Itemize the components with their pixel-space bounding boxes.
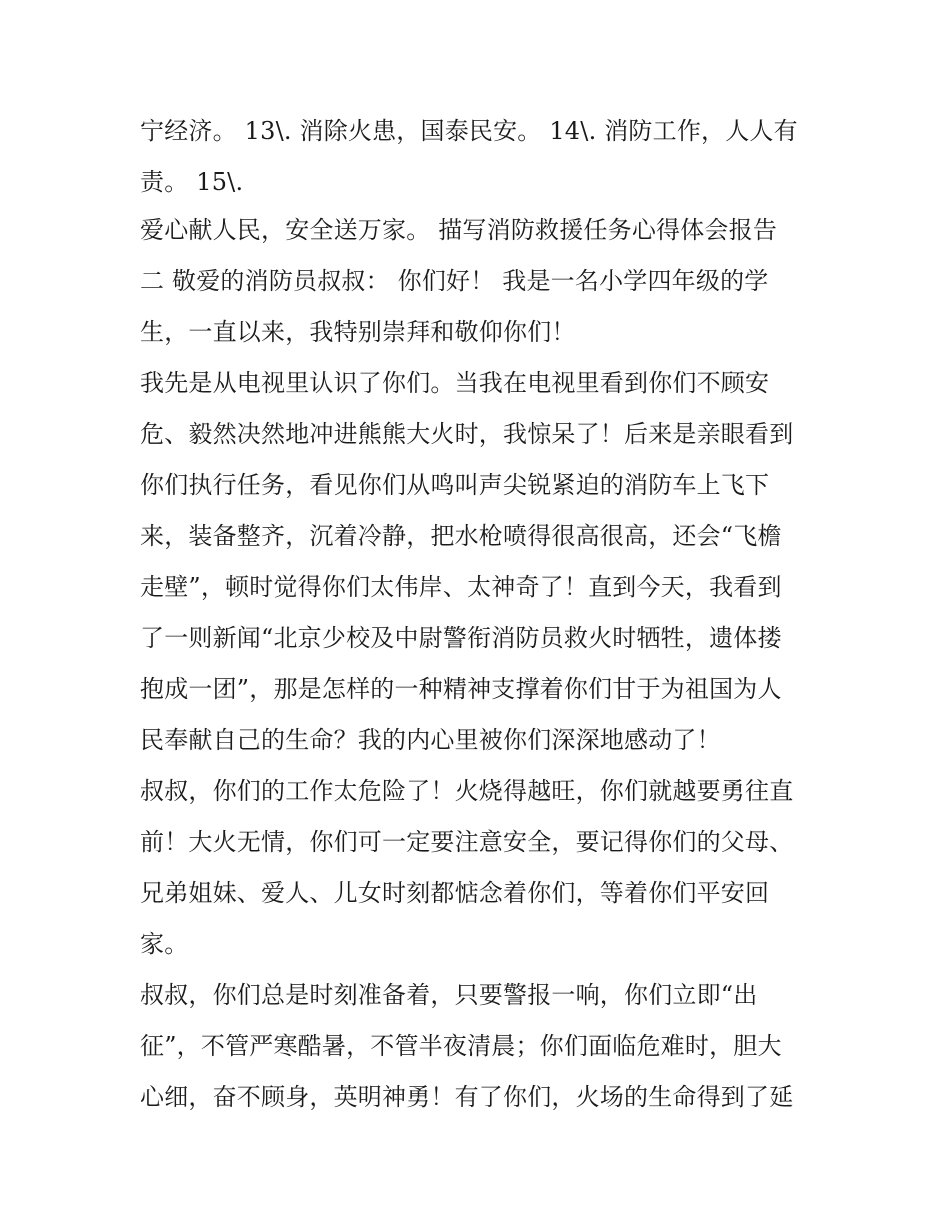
text-line: 你们执行任务，看见你们从鸣叫声尖锐紧迫的消防车上飞下 [140,471,770,499]
text-line: 我先是从电视里认识了你们。当我在电视里看到你们不顾安 [140,369,770,397]
text-line: 危、毅然决然地冲进熊熊大火时，我惊呆了！后来是亲眼看到 [140,420,794,448]
text-line: 爱心献人民，安全送万家。 描写消防救援任务心得体会报告 [140,216,778,244]
text-line: 征”，不管严寒酷暑，不管半夜清晨；你们面临危难时，胆大 [140,1032,782,1060]
text-line: 二 敬爱的消防员叔叔： 你们好！ 我是一名小学四年级的学 [140,267,769,295]
text-line: 叔叔，你们总是时刻准备着，只要警报一响，你们立即“出 [140,981,758,1009]
text-line: 了一则新闻“北京少校及中尉警衔消防员救火时牺牲，遗体搂 [140,624,782,652]
text-line: 叔叔，你们的工作太危险了！火烧得越旺，你们就越要勇往直 [140,777,794,805]
text-line: 兄弟姐妹、爱人、儿女时刻都惦念着你们，等着你们平安回 [140,879,770,907]
text-line: 走壁”，顿时觉得你们太伟岸、太神奇了！直到今天，我看到 [140,573,782,601]
text-line: 责。 15\. [140,168,244,196]
text-line: 生，一直以来，我特别崇拜和敬仰你们！ [140,318,576,346]
text-line: 家。 [140,930,189,958]
text-line: 前！大火无情，你们可一定要注意安全，要记得你们的父母、 [140,828,794,856]
text-line: 抱成一团”，那是怎样的一种精神支撑着你们甘于为祖国为人 [140,675,782,703]
text-line: 宁经济。 13\. 消除火患，国泰民安。 14\. 消防工作，人人有 [140,117,798,145]
text-line: 来，装备整齐，沉着冷静，把水枪喷得很高很高，还会“飞檐 [140,522,782,550]
text-line: 心细，奋不顾身，英明神勇！有了你们，火场的生命得到了延 [140,1083,794,1111]
text-line: 民奉献自己的生命？我的内心里被你们深深地感动了！ [140,726,721,754]
